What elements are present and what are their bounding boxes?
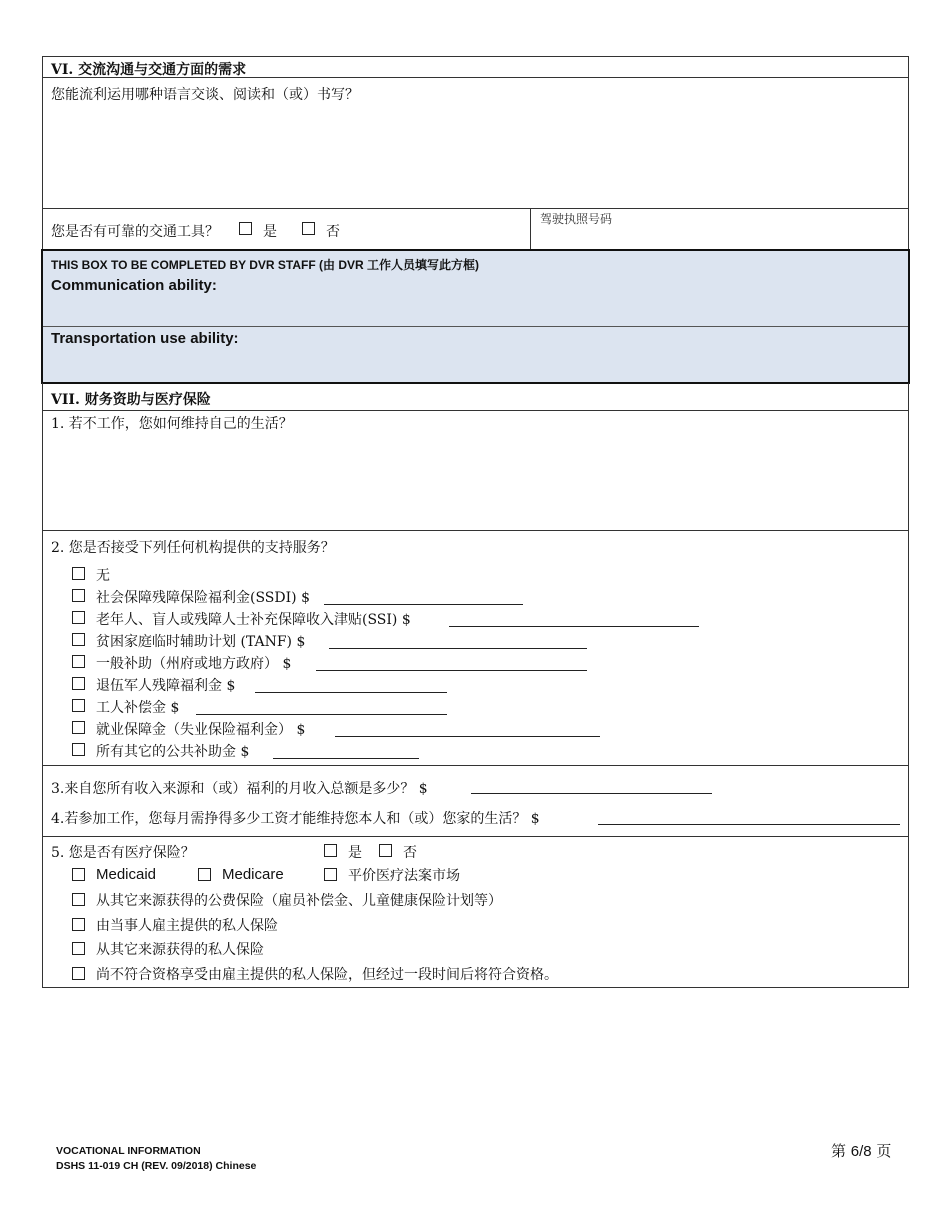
license-label: 驾驶执照号码 [540,212,613,226]
q2-tanf-checkbox[interactable] [72,633,85,646]
q2-unemployment-amount-line[interactable] [335,736,600,737]
q2-ssdi-checkbox[interactable] [72,589,85,602]
q5-aca-checkbox[interactable] [324,868,337,881]
question-2: 2. 您是否接受下列任何机构提供的支持服务？ [51,540,335,556]
q2-other-public-amount-line[interactable] [273,758,419,759]
q2-veteran-amount-line[interactable] [255,692,447,693]
q3-divider [42,765,909,766]
question-4: 4.若参加工作，您每月需挣得多少工资才能维持您本人和（或）您家的生活？ $ [51,811,540,827]
transportation-ability-label: Transportation use ability: [51,330,239,347]
q2-unemployment-checkbox[interactable] [72,721,85,734]
q5-medicare-label: Medicare [222,866,284,883]
question-1-answer-area[interactable] [43,433,908,529]
q5-not-yet-eligible-label: 尚不符合资格享受由雇主提供的私人保险，但经过一段时间后将符合资格。 [96,967,558,983]
q2-general-amount-line[interactable] [316,670,587,671]
q3-amount-line[interactable] [471,793,712,794]
q2-other-public-checkbox[interactable] [72,743,85,756]
q2-other-public-label: 所有其它的公共补助金 $ [96,744,250,760]
q5-medicare-checkbox[interactable] [198,868,211,881]
q5-medicaid-checkbox[interactable] [72,868,85,881]
q2-unemployment-label: 就业保障金（失业保险福利金） $ [96,722,306,738]
q2-workers-comp-checkbox[interactable] [72,699,85,712]
q5-private-other-checkbox[interactable] [72,942,85,955]
question-1: 1. 若不工作，您如何维持自己的生活？ [51,416,293,432]
q2-divider [42,530,909,531]
q2-ssi-label: 老年人、盲人或残障人士补充保障收入津贴(SSI) $ [96,612,411,628]
transport-row-divider [42,208,909,209]
license-input[interactable] [531,228,908,249]
section-6-title: VI. 交流沟通与交通方面的需求 [51,62,247,78]
transport-no-checkbox[interactable] [302,222,315,235]
transport-no-label: 否 [326,224,340,240]
q5-aca-label: 平价医疗法案市场 [348,868,460,884]
communication-ability-label: Communication ability: [51,277,217,294]
q2-none-checkbox[interactable] [72,567,85,580]
q2-tanf-label: 贫困家庭临时辅助计划 (TANF) $ [96,634,306,650]
staff-box-header: THIS BOX TO BE COMPLETED BY DVR STAFF (由 DVR 工作人员填写此方框) [51,258,480,272]
transport-yes-label: 是 [263,224,277,240]
q5-private-other-label: 从其它来源获得的私人保险 [96,942,264,958]
q2-ssdi-label: 社会保障残障保险福利金(SSDI) $ [96,590,310,606]
q5-no-label: 否 [403,845,417,861]
q2-ssi-checkbox[interactable] [72,611,85,624]
q2-workers-comp-label: 工人补偿金 $ [96,700,180,716]
q5-divider [42,836,909,837]
page-suffix: 页 [871,1142,892,1160]
q5-employer-private-label: 由当事人雇主提供的私人保险 [96,918,278,934]
language-answer-area[interactable] [43,105,908,207]
q2-ssdi-amount-line[interactable] [324,604,523,605]
q5-public-other-label: 从其它来源获得的公费保险（雇员补偿金、儿童健康保险计划等） [96,893,502,909]
page-prefix: 第 [831,1142,851,1160]
q5-yes-label: 是 [348,845,362,861]
transport-question: 您是否有可靠的交通工具？ [51,224,219,240]
q5-public-other-checkbox[interactable] [72,893,85,906]
form-title: VOCATIONAL INFORMATION [56,1145,201,1157]
q2-veteran-label: 退伍军人残障福利金 $ [96,678,236,694]
q5-not-yet-eligible-checkbox[interactable] [72,967,85,980]
question-3: 3.来自您所有收入来源和（或）福利的月收入总额是多少？ $ [51,781,428,797]
language-question: 您能流利运用哪种语言交谈、阅读和（或）书写？ [51,87,359,103]
q2-veteran-checkbox[interactable] [72,677,85,690]
q2-general-checkbox[interactable] [72,655,85,668]
q2-workers-comp-amount-line[interactable] [196,714,447,715]
transport-yes-checkbox[interactable] [239,222,252,235]
page-number [831,1140,891,1161]
q5-medicaid-label: Medicaid [96,866,157,883]
staff-box-divider [43,326,908,327]
q2-ssi-amount-line[interactable] [449,626,699,627]
q5-no-checkbox[interactable] [379,844,392,857]
form-code: DSHS 11-019 CH (REV. 09/2018) Chinese [56,1160,257,1172]
q5-yes-checkbox[interactable] [324,844,337,857]
question-5: 5. 您是否有医疗保险？ [51,845,195,861]
q5-employer-private-checkbox[interactable] [72,918,85,931]
q2-tanf-amount-line[interactable] [329,648,587,649]
q2-none-label: 无 [96,568,110,584]
q2-general-label: 一般补助（州府或地方政府） $ [96,656,292,672]
page-number-value: 6/8 [850,1143,872,1160]
section-7-title: VII. 财务资助与医疗保险 [51,392,211,408]
q4-amount-line[interactable] [598,824,900,825]
